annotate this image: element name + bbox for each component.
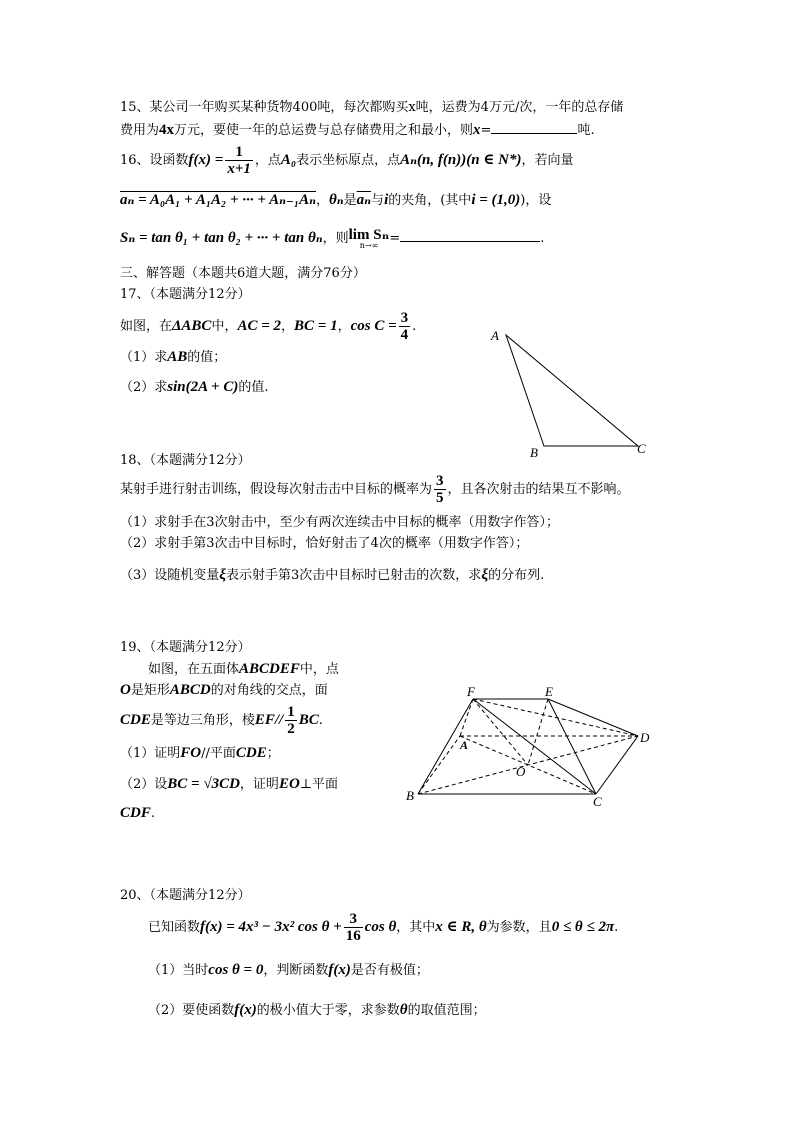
q20-heading: 20、（本题满分12分） bbox=[120, 888, 251, 903]
q17-line-1: 如图，在ΔABC中，AC = 2，BC = 1，cos C = $\frac{3}{4}$ . bbox=[120, 310, 417, 343]
label-o: O bbox=[516, 764, 526, 779]
triangle-abc bbox=[506, 335, 638, 446]
edge-ec bbox=[548, 699, 596, 794]
q18-part-1: （1）求射手在3次射击中，至少有两次连续击中目标的概率（用数字作答）； bbox=[120, 515, 560, 530]
q20-part-2: （2）要使函数f(x)的极小值大于零，求参数θ的取值范围； bbox=[148, 1002, 486, 1018]
q17-fraction: $\frac{3}{4}$ bbox=[400, 310, 409, 343]
q19-part-2: （2）设BC = √3CD，证明EO⊥平面 bbox=[120, 776, 339, 792]
q19-line-3: CDE是等边三角形，棱EF// $\frac{1}{2}$ BC. bbox=[120, 704, 323, 737]
q17-part-2: （2）求sin(2A + C)的值. bbox=[120, 379, 269, 395]
q16-limit: lim Sₙ n→∞ bbox=[348, 227, 390, 250]
q19-pentahedron-figure bbox=[400, 682, 670, 812]
label-f: F bbox=[467, 684, 475, 699]
edge-ed bbox=[548, 699, 638, 736]
q16-line-3: Sₙ = tan θ₁ + tan θ₂ + ··· + tan θₙ，则 lim Sₙ n→∞ = . bbox=[120, 227, 545, 250]
q17-heading: 17、（本题满分12分） bbox=[120, 287, 251, 302]
q19-line-1: 如图，在五面体ABCDEF中，点 bbox=[148, 661, 339, 677]
diag-bd bbox=[418, 736, 638, 794]
label-c: C bbox=[593, 794, 602, 809]
q16-fraction: $\frac{1}{x+1}$ bbox=[227, 144, 251, 177]
q15-line-2: 费用为4x万元，要使一年的总运费与总存储费用之和最小，则x= 吨. bbox=[120, 122, 595, 138]
q19-line-2: O是矩形ABCD的对角线的交点，面 bbox=[120, 682, 328, 698]
q19-fraction: $\frac{1}{2}$ bbox=[287, 704, 295, 737]
label-a: A bbox=[460, 738, 469, 752]
q20-fraction: $\frac{3}{16}$ bbox=[345, 911, 361, 944]
label-c: C bbox=[637, 441, 646, 456]
q17-triangle-figure bbox=[480, 320, 660, 465]
q16-line-1: 16、设函数f(x) = $\frac{1}{x+1}$ ，点A₀表示坐标原点，点Aₙ(n, f(n))(n ∈ N*)，若向量 bbox=[120, 144, 574, 177]
label-a: A bbox=[491, 328, 499, 343]
edge-fo bbox=[473, 699, 528, 765]
label-b: B bbox=[530, 445, 538, 460]
q18-fraction: $\frac{3}{5}$ bbox=[436, 473, 444, 506]
q15-line-1: 15、某公司一年购买某种货物400吨，每次都购买x吨，运费为4万元/次，一年的总存储 bbox=[120, 100, 624, 115]
section-3-heading: 三、解答题（本题共6道大题，满分76分） bbox=[120, 266, 366, 281]
q15-answer-blank bbox=[491, 121, 577, 134]
q18-heading: 18、（本题满分12分） bbox=[120, 453, 251, 468]
label-b: B bbox=[406, 788, 414, 803]
q18-part-2: （2）求射手第3次击中目标时，恰好射击了4次的概率（用数字作答）； bbox=[120, 536, 529, 551]
q18-part-3: （3）设随机变量ξ表示射手第3次击中目标时已射击的次数，求ξ的分布列. bbox=[120, 567, 545, 583]
q19-part-1: （1）证明FO//平面CDE； bbox=[120, 745, 280, 761]
q18-line-1: 某射手进行射击训练，假设每次射击击中目标的概率为 $\frac{3}{5}$ ，且各次射击的结果互不影响。 bbox=[120, 473, 630, 506]
q19-heading: 19、（本题满分12分） bbox=[120, 640, 251, 655]
edge-cd bbox=[596, 736, 638, 794]
q19-part-2-cont: CDF. bbox=[120, 805, 155, 821]
label-d: D bbox=[640, 730, 650, 745]
edge-ba bbox=[418, 736, 460, 794]
q20-line-1: 已知函数f(x) = 4x³ − 3x² cos θ + $\frac{3}{16}$ cos θ，其中x ∈ R, θ为参数，且0 ≤ θ ≤ 2π. bbox=[148, 911, 619, 944]
q17-part-1: （1）求AB的值； bbox=[120, 349, 227, 365]
q16-line-2: aₙ = A₀A₁ + A₁A₂ + ··· + Aₙ₋₁Aₙ，θₙ是$\overline{a_n}$与i的夹角，(其中i = (1,0))，设 bbox=[120, 192, 552, 208]
q16-answer-blank bbox=[400, 229, 540, 242]
label-e: E bbox=[545, 684, 553, 699]
q20-part-1: （1）当时cos θ = 0，判断函数f(x)是否有极值； bbox=[148, 962, 429, 978]
